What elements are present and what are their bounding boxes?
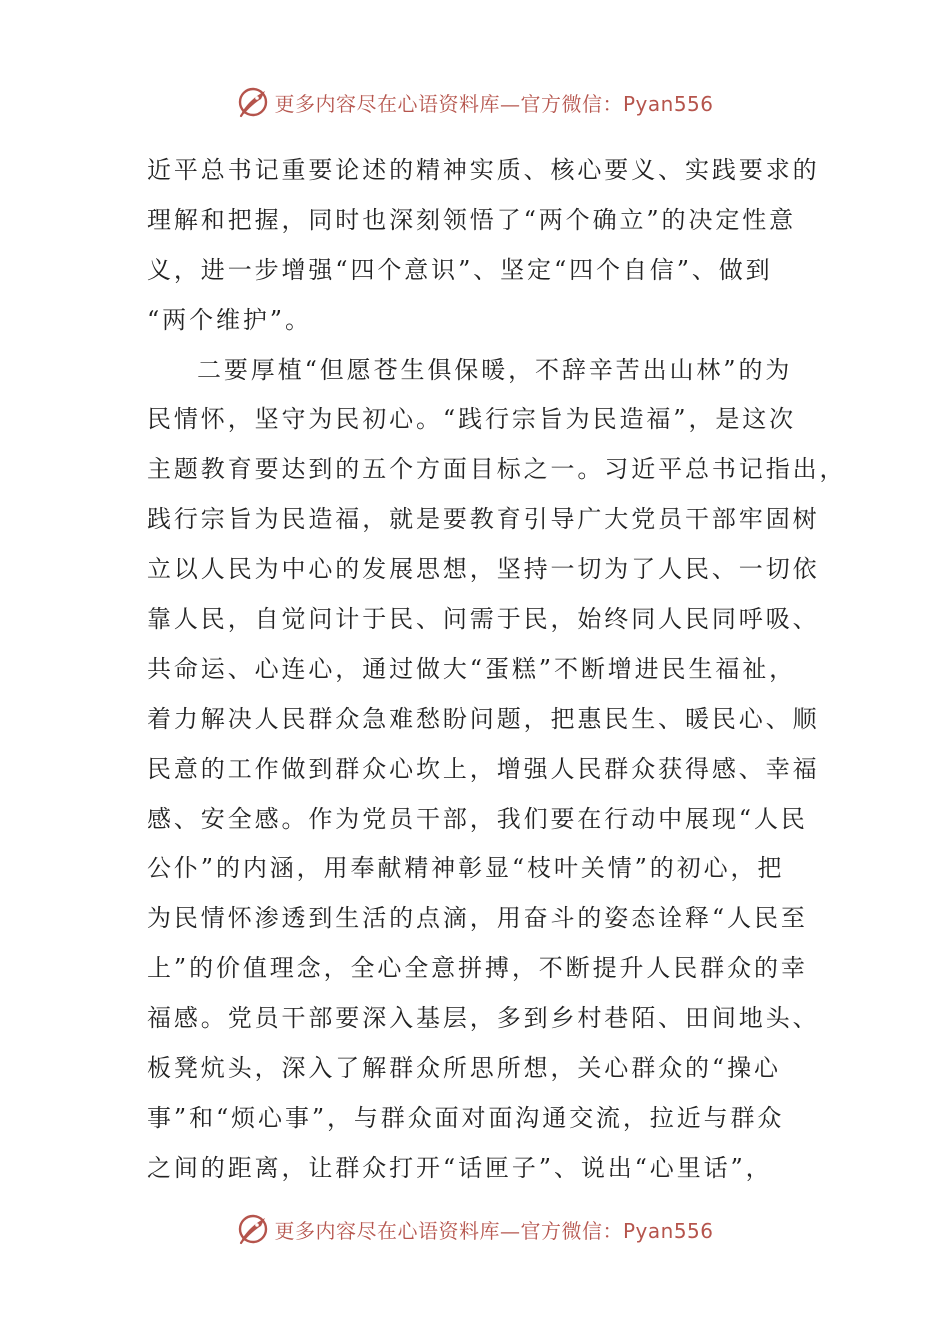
- text-line: 靠人民，自觉问计于民、问需于民，始终同人民同呼吸、: [147, 605, 820, 634]
- document-body: [147, 146, 847, 1194]
- header-watermark: [0, 84, 950, 120]
- watermark-account-id: Pyan556: [622, 91, 714, 116]
- watermark-text: [274, 1215, 713, 1244]
- text-line: 近平总书记重要论述的精神实质、核心要义、实践要求的: [147, 156, 820, 184]
- text-line: 板凳炕头，深入了解群众所思所想，关心群众的“操心: [147, 1054, 781, 1083]
- text-line: 之间的距离，让群众打开“话匣子”、说出“心里话”，: [147, 1153, 773, 1182]
- text-line: 共命运、心连心，通过做大“蛋糕”不断增进民生福祉，: [147, 654, 797, 683]
- text-line: 事”和“烦心事”，与群众面对面沟通交流，拉近与群众: [147, 1103, 785, 1132]
- footer-watermark: [0, 1211, 950, 1247]
- pen-nib-logo-icon: [236, 85, 270, 119]
- text-line: 义，进一步增强“四个意识”、坚定“四个自信”、做到: [147, 255, 773, 284]
- text-line: 着力解决人民群众急难愁盼问题，把惠民生、暖民心、顺: [147, 704, 820, 733]
- text-line: 民意的工作做到群众心坎上，增强人民群众获得感、幸福: [147, 754, 820, 783]
- text-line: 民情怀，坚守为民初心。“践行宗旨为民造福”，是这次: [147, 405, 797, 434]
- watermark-text: [274, 88, 713, 117]
- text-line: 理解和把握，同时也深刻领悟了“两个确立”的决定性意: [147, 205, 797, 234]
- text-line: 为民情怀渗透到生活的点滴，用奋斗的姿态诠释“人民至: [147, 904, 808, 933]
- watermark-site-text: 更多内容尽在心语资料库—官方微信：: [274, 91, 623, 116]
- text-line: 感、安全感。作为党员干部，我们要在行动中展现“人民: [147, 804, 808, 833]
- text-line: 践行宗旨为民造福，就是要教育引导广大党员干部牢固树: [147, 505, 820, 534]
- text-line: 立以人民为中心的发展思想，坚持一切为了人民、一切依: [147, 555, 820, 584]
- watermark-account-id: Pyan556: [622, 1218, 714, 1243]
- pen-nib-logo-icon: [236, 1212, 270, 1246]
- text-line: 福感。党员干部要深入基层，多到乡村巷陌、田间地头、: [147, 1004, 820, 1033]
- text-line: 主题教育要达到的五个方面目标之一。习近平总书记指出，: [147, 455, 847, 484]
- paragraph-start-line: 二要厚植“但愿苍生俱保暖，不辞辛苦出山林”的为: [197, 355, 793, 384]
- text-line: “两个维护”。: [147, 305, 312, 334]
- watermark-site-text: 更多内容尽在心语资料库—官方微信：: [274, 1218, 623, 1243]
- text-line: 上”的价值理念，全心全意拼搏，不断提升人民群众的幸: [147, 954, 808, 983]
- text-line: 公仆”的内涵，用奉献精神彰显“枝叶关情”的初心，把: [147, 854, 785, 883]
